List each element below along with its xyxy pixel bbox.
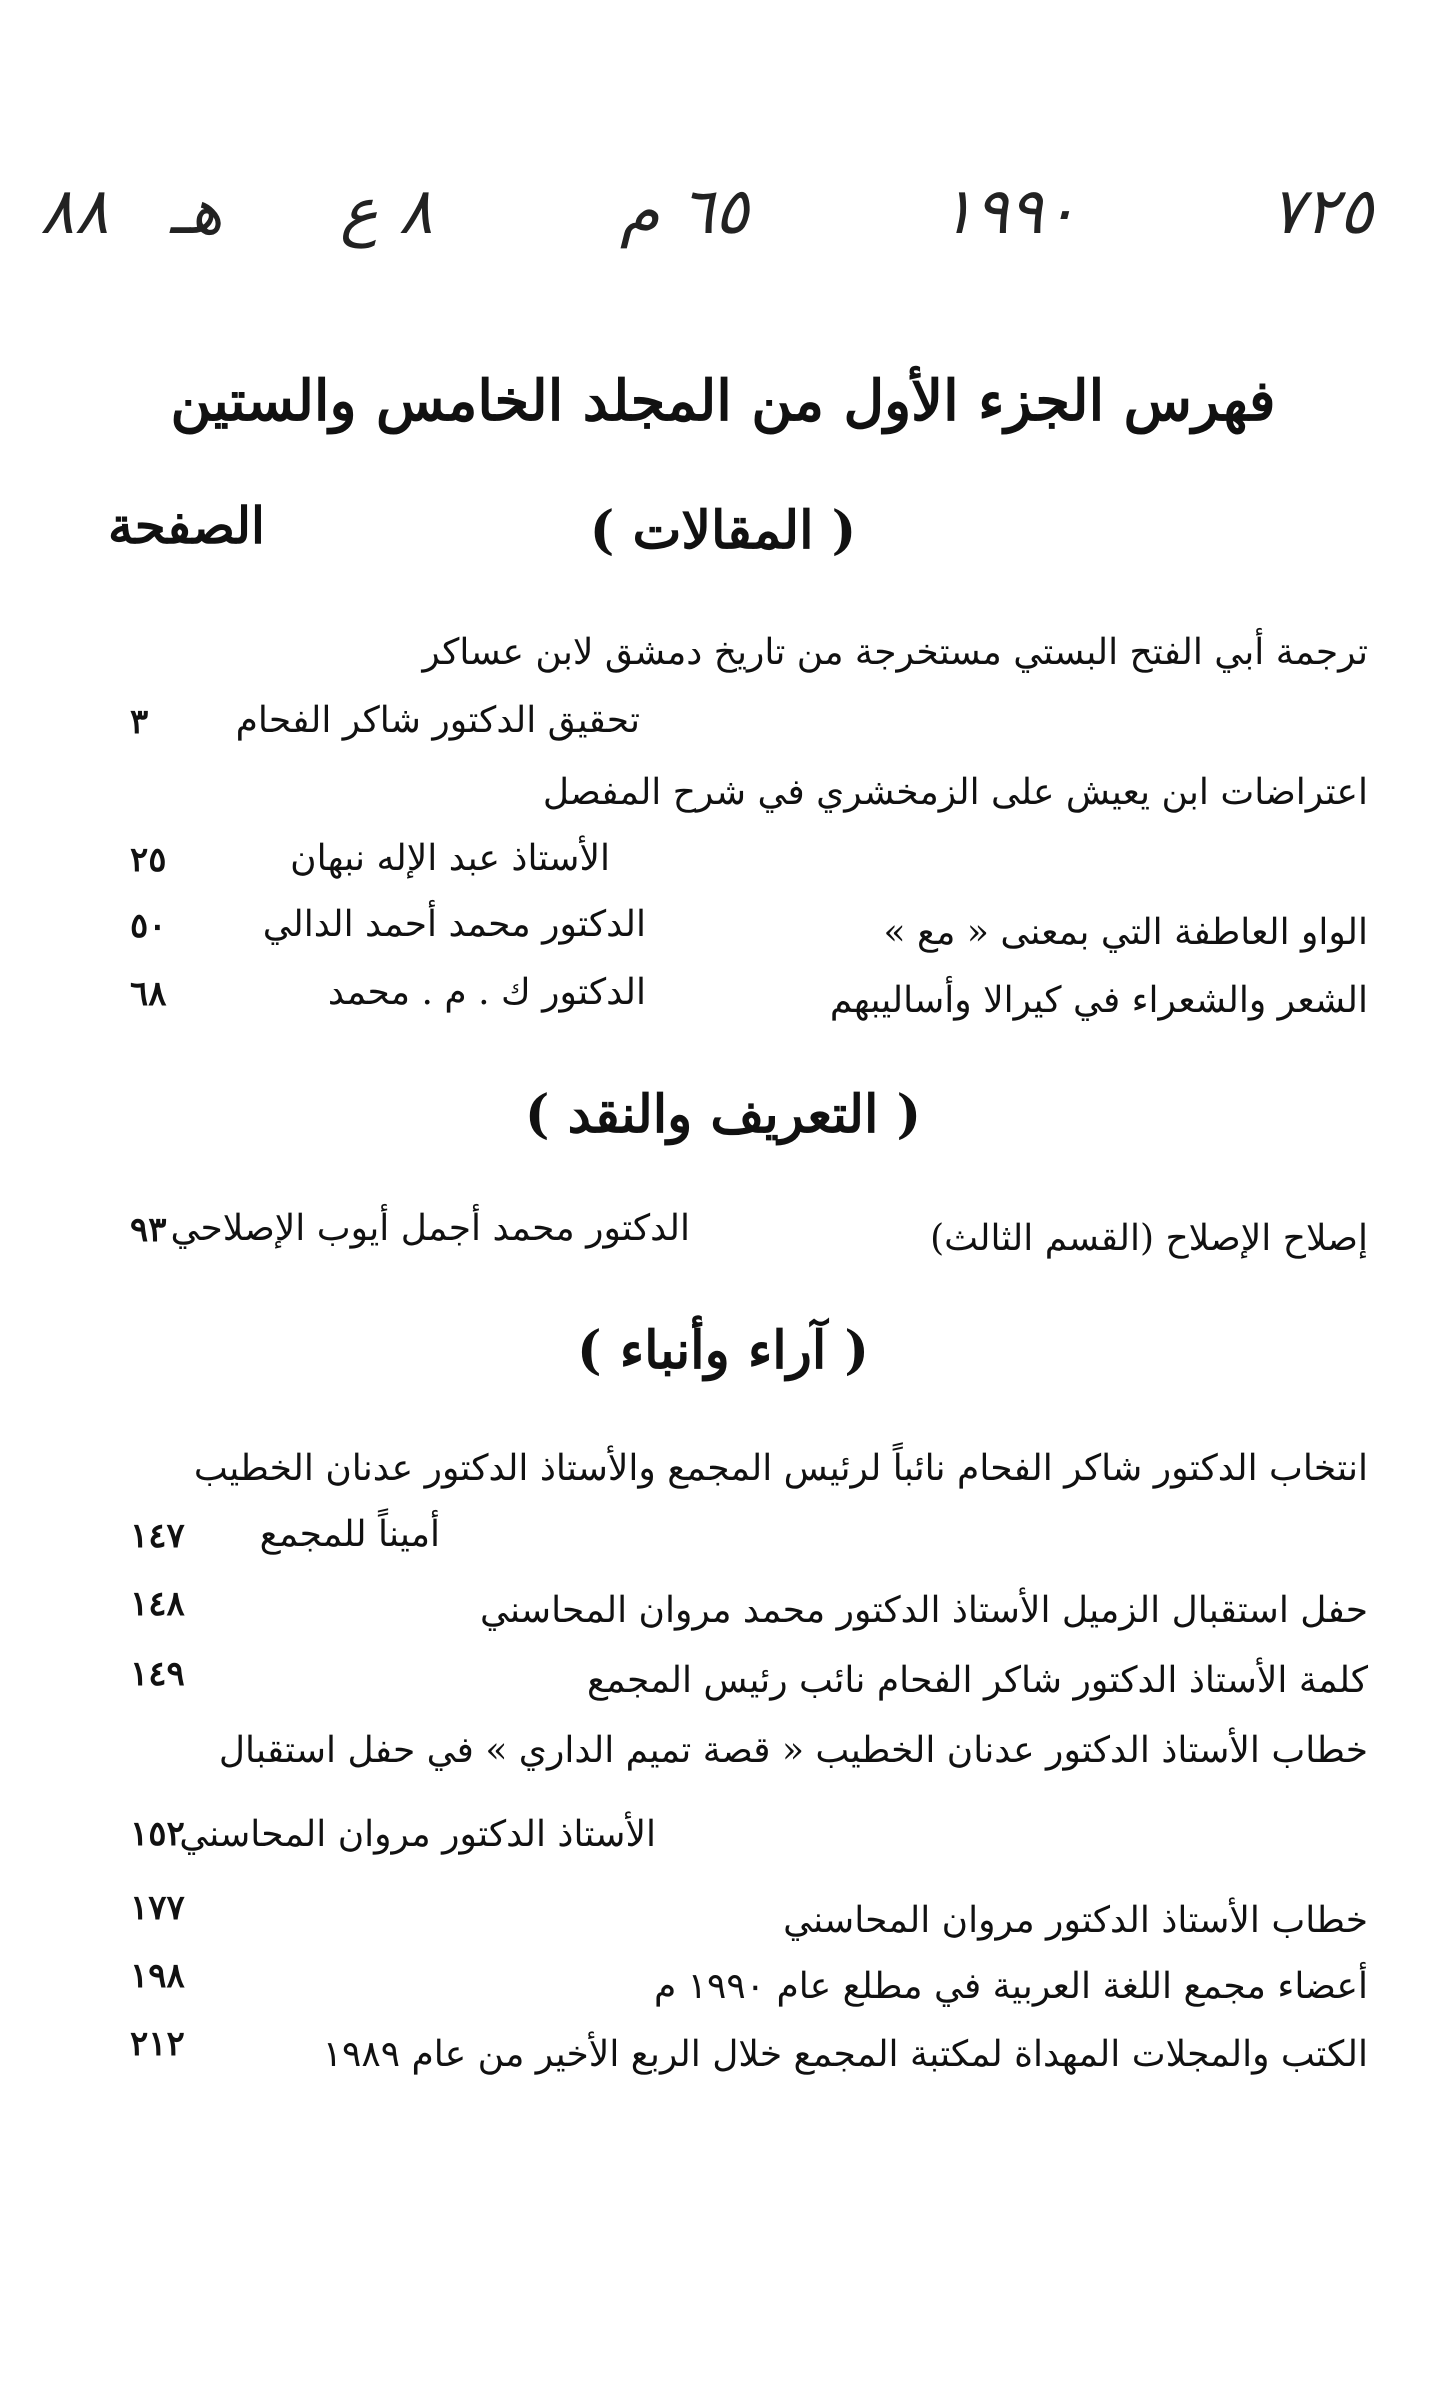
page-number: ١٥٢: [130, 1814, 185, 1854]
section-heading-reviews: ( التعريف والنقد ): [524, 1084, 922, 1145]
page-number: ٣: [130, 702, 149, 742]
handwritten-volume-note: ٨٨: [40, 175, 109, 249]
news-title-continuation: أميناً للمجمع: [259, 1514, 440, 1555]
page-number: ١٤٨: [130, 1584, 185, 1624]
page-title: فهرس الجزء الأول من المجلد الخامس والستين: [170, 368, 1276, 434]
page-number: ٢٥: [130, 840, 167, 880]
news-title: خطاب الأستاذ الدكتور عدنان الخطيب « قصة تميم الداري » في حفل استقبال: [218, 1730, 1368, 1771]
news-title: انتخاب الدكتور شاكر الفحام نائباً لرئيس المجمع والأستاذ الدكتور عدنان الخطيب: [193, 1448, 1368, 1489]
news-title: حفل استقبال الزميل الأستاذ الدكتور محمد مروان المحاسني: [480, 1590, 1368, 1631]
article-title: ترجمة أبي الفتح البستي مستخرجة من تاريخ دمشق لابن عساكر: [422, 632, 1368, 673]
article-title: اعتراضات ابن يعيش على الزمخشري في شرح المفصل: [542, 772, 1368, 813]
article-author: الدكتور محمد أحمد الدالي: [262, 904, 646, 945]
news-title-continuation: الأستاذ الدكتور مروان المحاسني: [179, 1814, 656, 1855]
page-column-label: الصفحة: [108, 496, 265, 555]
handwritten-part-number: ٨ ع: [340, 175, 433, 249]
page-number: ١٧٧: [130, 1888, 185, 1928]
page-number: ٩٣: [130, 1210, 167, 1250]
handwritten-code: ٧٢٥: [1270, 175, 1374, 249]
article-author: تحقيق الدكتور شاكر الفحام: [235, 700, 640, 741]
page-number: ٥٠: [130, 906, 167, 946]
section-heading-articles: ( المقالات ): [589, 500, 857, 561]
article-title: الشعر والشعراء في كيرالا وأساليبهم: [829, 980, 1368, 1021]
article-author: الدكتور ك . م . محمد: [327, 972, 646, 1013]
news-title: أعضاء مجمع اللغة العربية في مطلع عام ١٩٩٠ م: [653, 1966, 1368, 2007]
review-title: إصلاح الإصلاح (القسم الثالث): [930, 1218, 1368, 1259]
news-title: خطاب الأستاذ الدكتور مروان المحاسني: [783, 1900, 1368, 1941]
page-number: ١٤٧: [130, 1516, 185, 1556]
news-title: الكتب والمجلات المهداة لمكتبة المجمع خلال الربع الأخير من عام ١٩٨٩: [322, 2034, 1368, 2075]
news-title: كلمة الأستاذ الدكتور شاكر الفحام نائب رئيس المجمع: [586, 1660, 1368, 1701]
article-author: الأستاذ عبد الإله نبهان: [290, 838, 610, 879]
section-heading-news: ( آراء وأنباء ): [577, 1320, 869, 1381]
handwritten-glyph: ﻫـ: [170, 175, 223, 249]
page-number: ٢١٢: [130, 2024, 185, 2064]
page-number: ١٩٨: [130, 1956, 185, 1996]
review-author: الدكتور محمد أجمل أيوب الإصلاحي: [170, 1208, 690, 1249]
page-number: ١٤٩: [130, 1654, 185, 1694]
handwritten-year: ١٩٩٠: [940, 175, 1078, 249]
page-number: ٦٨: [130, 974, 167, 1014]
article-title: الواو العاطفة التي بمعنى « مع »: [883, 912, 1368, 953]
handwritten-volume-number: ٦٥ م: [620, 175, 749, 249]
